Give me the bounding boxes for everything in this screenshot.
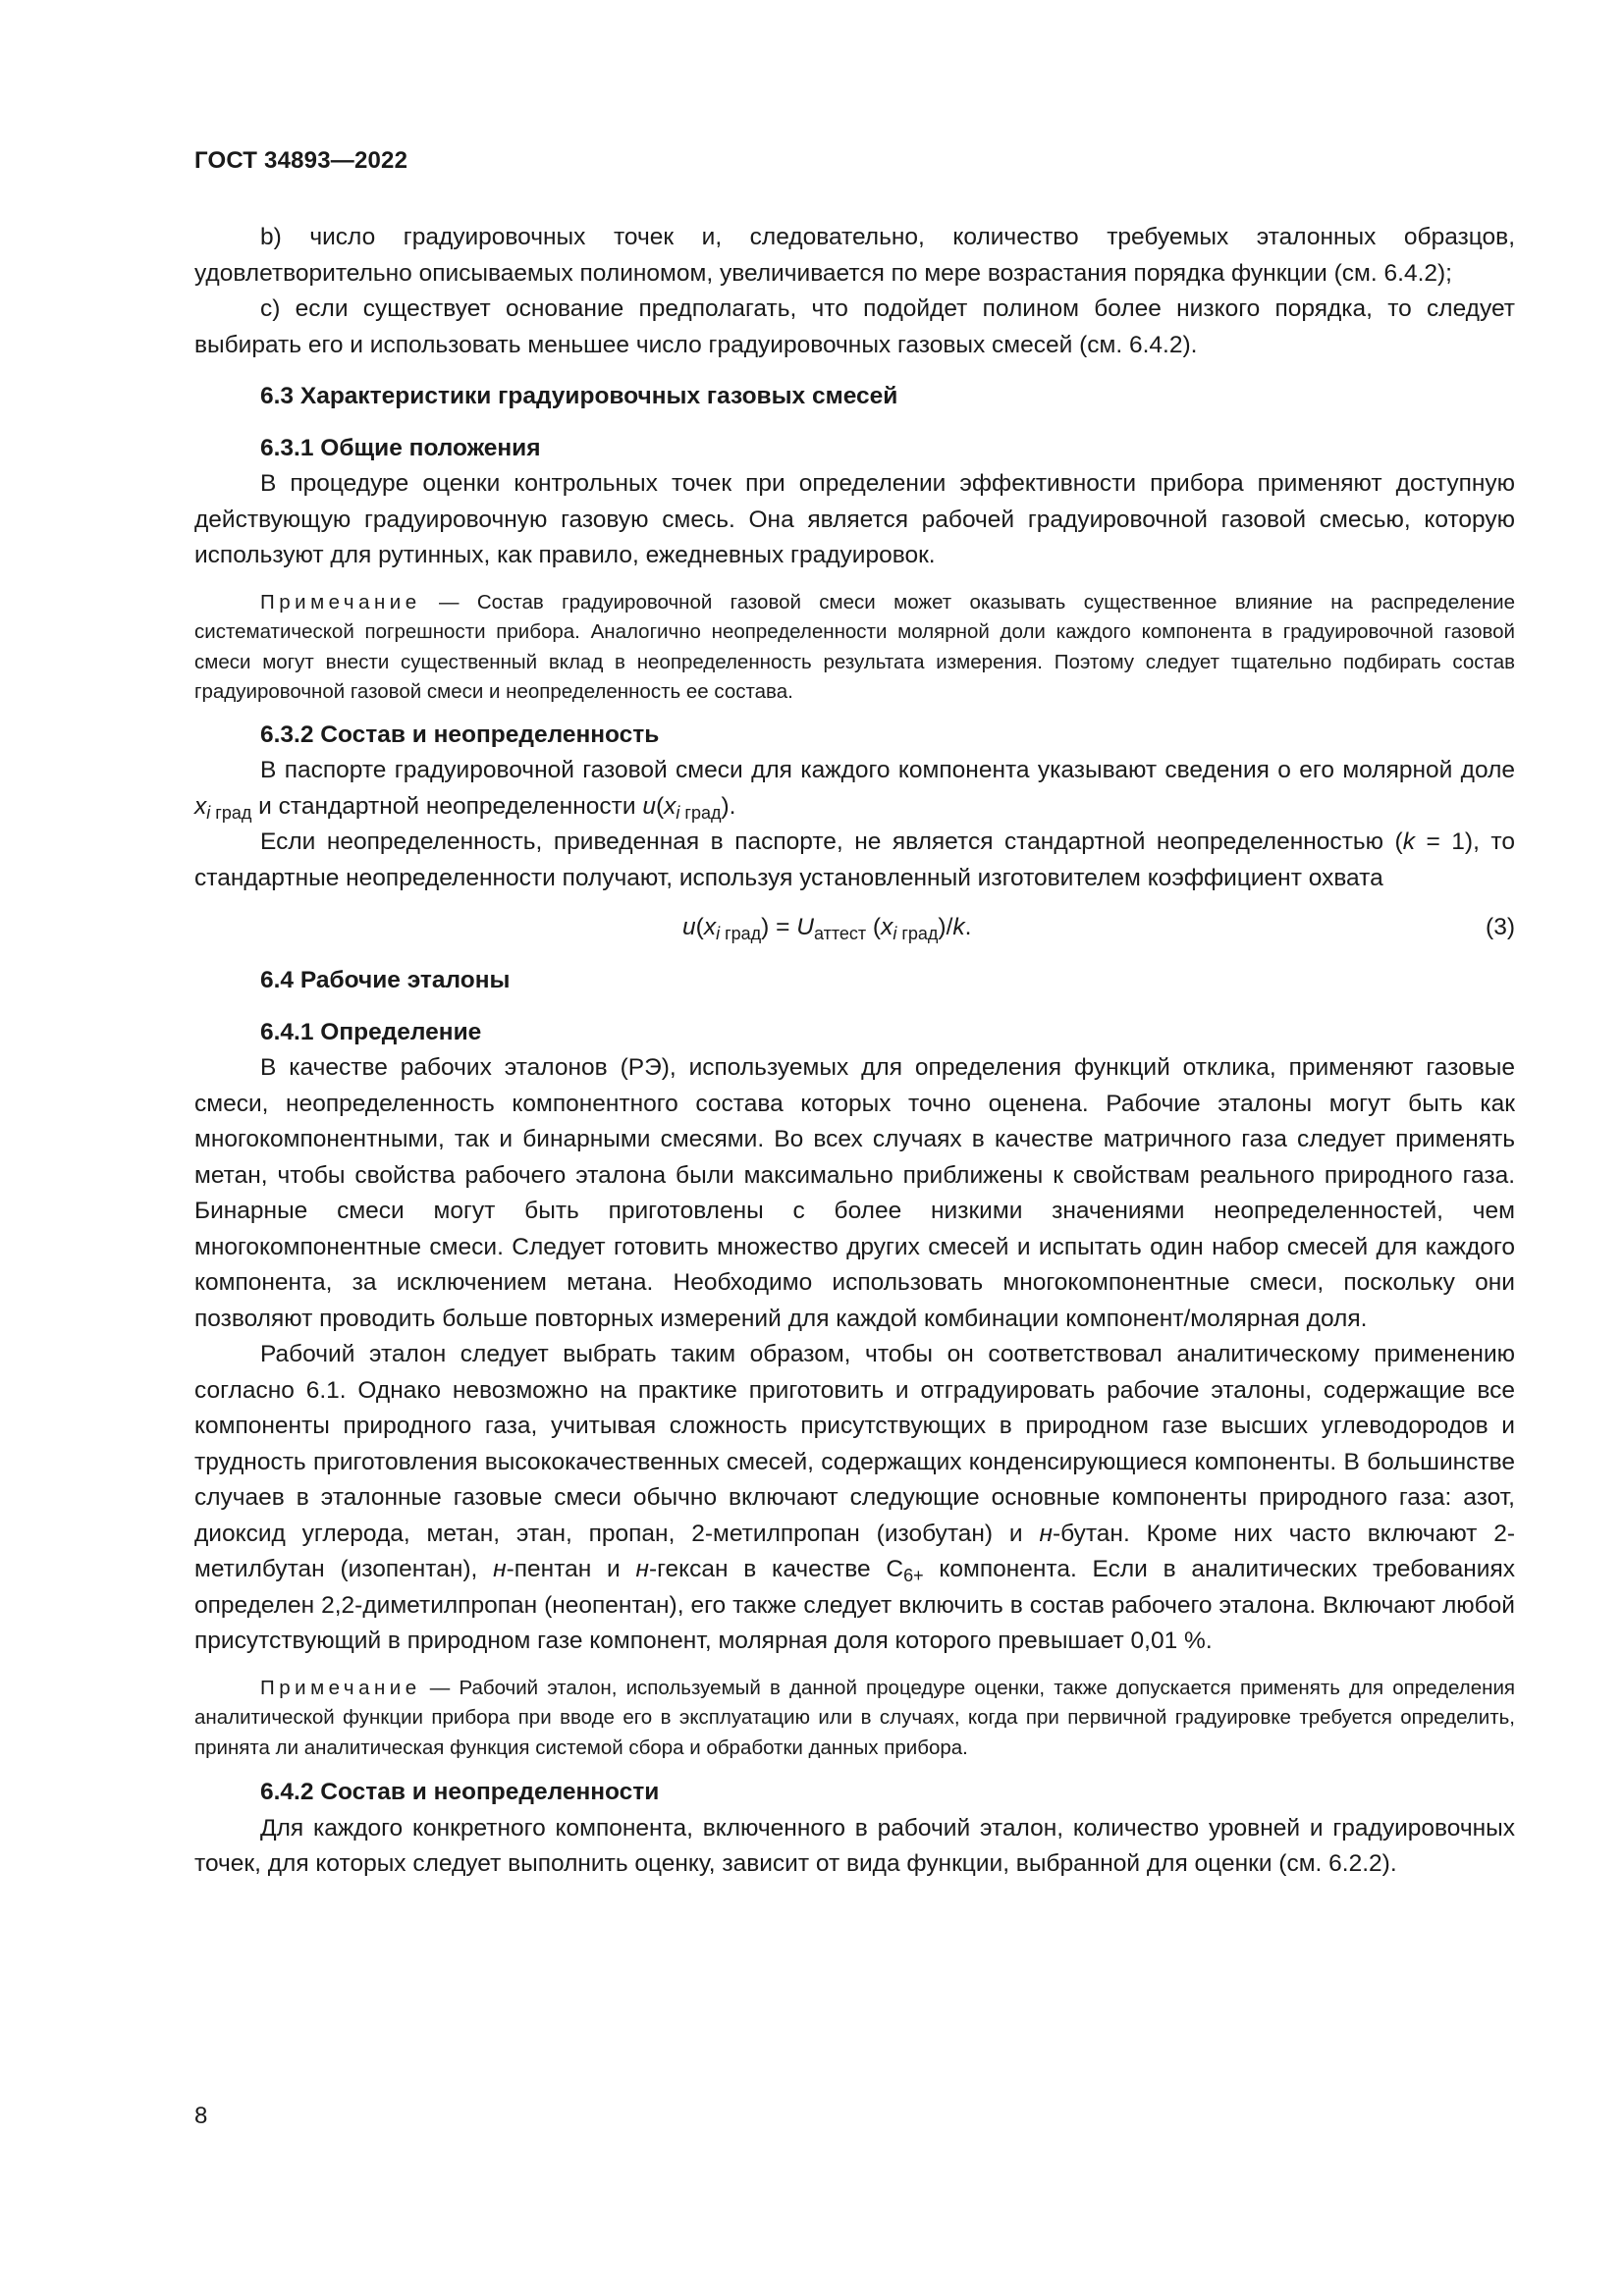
paragraph-6-3-1: В процедуре оценки контрольных точек при определении эффективности прибора применяют доступную действующую градуировочную газовую смесь. Она является рабочей градуировочной газовой смесью, которую используют для рутинных, как правило, ежедневных градуировок. — [194, 470, 1515, 568]
list-item-b: b) число градуировочных точек и, следовательно, количество требуемых эталонных образцов, удовлетворительно описываемых полиномом, увеличивается по мере возрастания порядка функции (см. 6.4.2); — [194, 224, 1515, 287]
section-heading-6-4: 6.4 Рабочие эталоны — [260, 967, 511, 993]
paragraph-6-4-1-a: В качестве рабочих эталонов (РЭ), используемых для определения функций отклика, применяют газовые смеси, неопределенность компонентного состава которых точно оценена. Рабочие эталоны могут быть как многокомпонентными, так и бинарными смесями. Во всех случаях в качестве матричного газа следует применять метан, чтобы свойства рабочего эталона были максимально приближены к свойствам реального природного газа. Бинарные смеси могут быть приготовлены с более низкими значениями неопределенностей, чем многокомпонентные смеси. Следует готовить множество других смесей и испытать один набор смесей для каждого компонента, за исключением метана. Необходимо использовать многокомпонентные смеси, поскольку они позволяют проводить больше повторных измерений для каждой комбинации компонент/молярная доля. — [194, 1054, 1515, 1332]
paragraph-6-4-1-b: Рабочий эталон следует выбрать таким образом, чтобы он соответствовал аналитическому применению согласно 6.1. Однако невозможно на практике приготовить и отградуировать рабочие эталоны, содержащие все компоненты природного газа, учитывая сложность присутствующих в природном газе высших углеводородов и трудность приготовления высококачественных смесей, содержащих конденсирующиеся компоненты. В большинстве случаев в эталонные газовые смеси обычно включают следующие основные компоненты природного газа: азот, диоксид углерода, метан, этан, пропан, 2-метилпропан (изобутан) и н-бутан. Кроме них часто включают 2-метилбутан (изопентан), н-пентан и н-гексан в качестве $C_{6+}$ компонента. Если в аналитических требованиях определен 2,2-диметилпропан (неопентан), его также следует включить в состав рабочего эталона. Включают любой присутствующий в природном газе компонент, молярная доля которого превышает 0,01 %. — [194, 1341, 1515, 1654]
note-label: Примечание — [260, 1676, 421, 1699]
subsection-heading-6-3-1: 6.3.1 Общие положения — [260, 434, 541, 461]
subsection-heading-6-4-2: 6.4.2 Состав и неопределенности — [260, 1779, 660, 1805]
page-number: 8 — [194, 2103, 208, 2129]
subsection-heading-6-4-1: 6.4.1 Определение — [260, 1018, 482, 1045]
paragraph-6-3-2-a: В паспорте градуировочной газовой смеси для каждого компонента указывают сведения о его молярной доле $x_{i град}$ и стандартной неопределенности $u(x_{i град})$. — [194, 757, 1515, 823]
note-6-4-1 — [194, 1674, 1515, 1764]
subsection-heading-6-3-2: 6.3.2 Состав и неопределенность — [260, 721, 660, 748]
note-text: — Состав градуировочной газовой смеси может оказывать существенное влияние на распределение систематической погрешности прибора. Аналогично неопределенности молярной доли каждого компонента в градуировочной газовой смеси могут внести существенный вклад в неопределенность результата измерения. Поэтому следует тщательно подбирать состав градуировочной газовой смеси и неопределенность ее состава. — [194, 590, 1515, 703]
note-6-3-1 — [194, 588, 1515, 708]
note-label: Примечание — [260, 590, 421, 614]
formula-3 — [194, 908, 1515, 947]
document-header: ГОСТ 34893—2022 — [194, 147, 408, 174]
formula-expression: $u(x_{i град}) = U_{аттест}$ $(x_{i град})/k$. — [682, 914, 972, 943]
paragraph-6-4-2: Для каждого конкретного компонента, включенного в рабочий эталон, количество уровней и градуировочных точек, для которых следует выполнить оценку, зависит от вида функции, выбранной для оценки (см. 6.2.2). — [194, 1814, 1515, 1877]
note-text: — Рабочий эталон, используемый в данной процедуре оценки, также допускается применять для определения аналитической функции прибора при вводе его в эксплуатацию или в случаях, когда при первичной градуировке требуется определить, принята ли аналитическая функция системой сбора и обработки данных прибора. — [194, 1676, 1515, 1759]
list-item-c: c) если существует основание предполагать, что подойдет полином более низкого порядка, то следует выбирать его и использовать меньшее число градуировочных газовых смесей (см. 6.4.2). — [194, 295, 1515, 358]
formula-number: (3) — [1486, 914, 1515, 940]
paragraph-6-3-2-b: Если неопределенность, приведенная в паспорте, не является стандартной неопределенностью (k = 1), то стандартные неопределенности получают, используя установленный изготовителем коэффициент охвата — [194, 828, 1515, 891]
section-heading-6-3: 6.3 Характеристики градуировочных газовых смесей — [260, 383, 898, 409]
document-page — [194, 147, 1515, 1883]
